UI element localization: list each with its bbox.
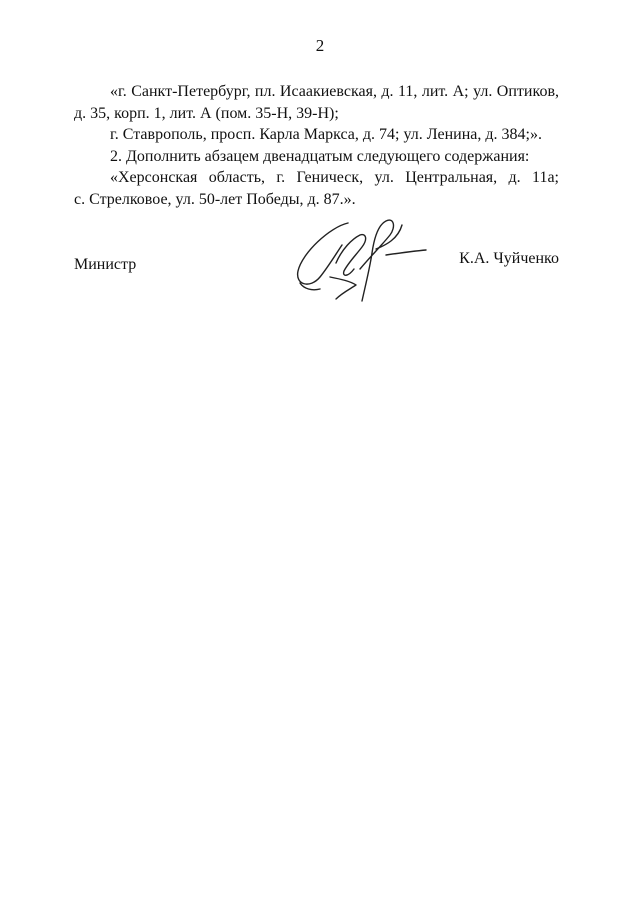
text-line-5: «Херсонская область, г. Геническ, ул. Центральная, д. 11а;: [110, 169, 559, 186]
signature-block: [74, 250, 559, 320]
text-line-2: д. 35, корп. 1, лит. А (пом. 35-Н, 39-Н);: [74, 104, 339, 122]
signatory-name: К.А. Чуйченко: [459, 250, 559, 267]
text-line-6: с. Стрелковое, ул. 50-лет Победы, д. 87.».: [74, 190, 356, 208]
page-number: 2: [315, 36, 325, 55]
text-line-1: «г. Санкт-Петербург, пл. Исаакиевская, д. 11, лит. А; ул. Оптиков,: [110, 83, 559, 100]
signatory-title: Министр: [74, 256, 137, 273]
handwritten-signature: [290, 205, 440, 315]
document-body: [74, 81, 559, 210]
text-line-3: г. Ставрополь, просп. Карла Маркса, д. 74; ул. Ленина, д. 384;».: [110, 126, 542, 143]
text-line-4: 2. Дополнить абзацем двенадцатым следующего содержания:: [110, 147, 530, 165]
